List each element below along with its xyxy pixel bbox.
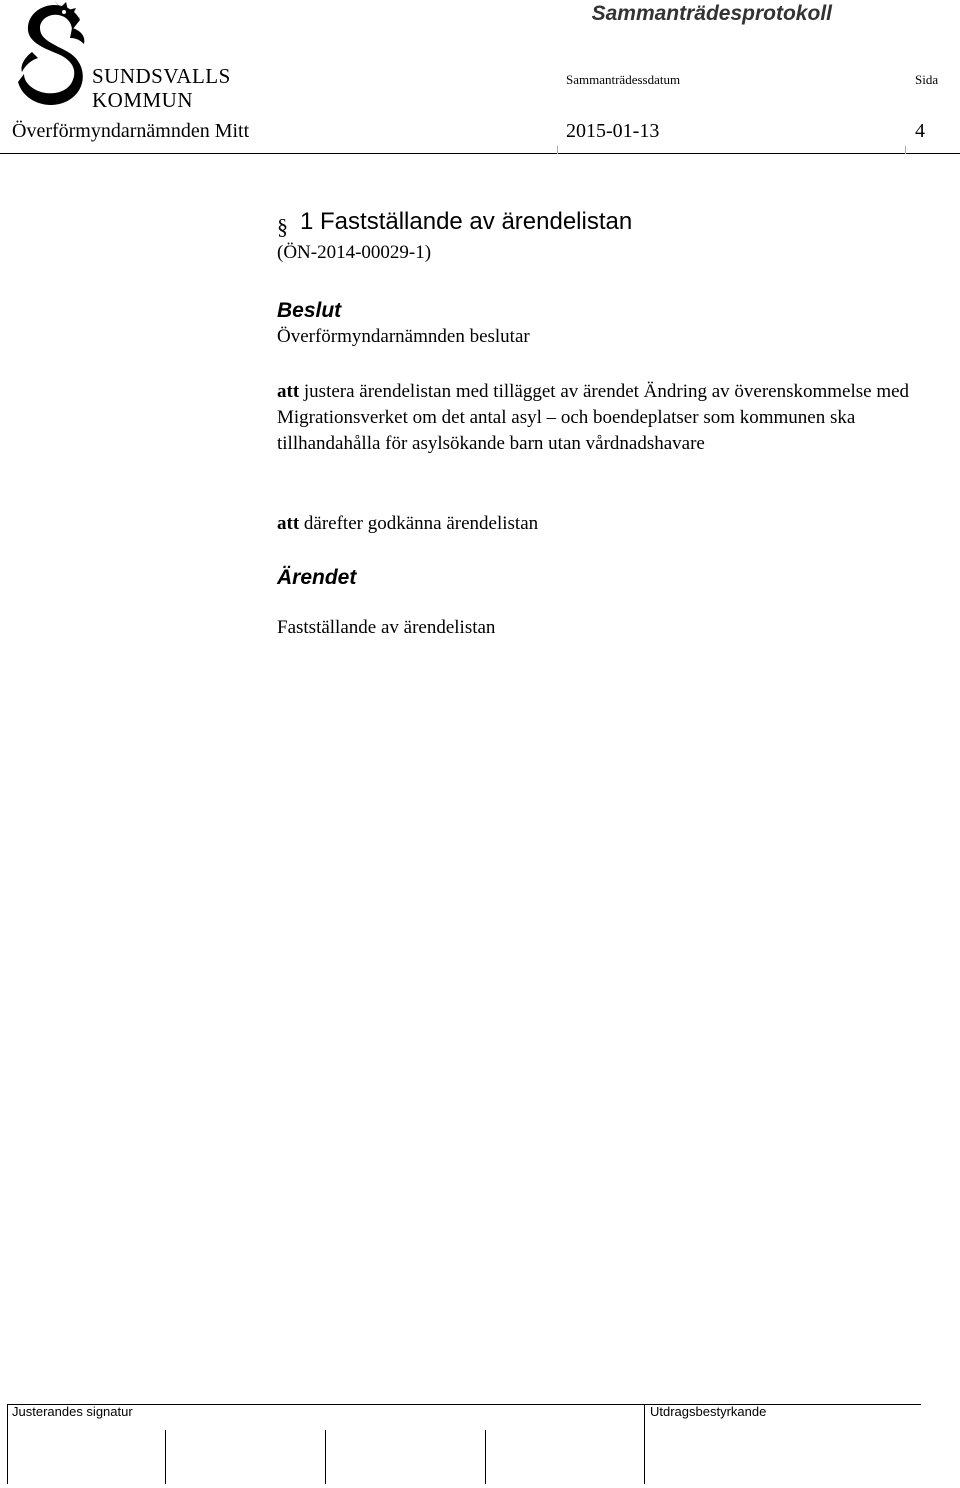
signature-box-divider — [165, 1430, 166, 1484]
clause-text: därefter godkänna ärendelistan — [303, 513, 539, 534]
case-number: (ÖN-2014-00029-1) — [277, 242, 432, 263]
organization-name-line2: KOMMUN — [92, 88, 194, 112]
signature-box-divider — [7, 1404, 8, 1484]
matter-heading: Ärendet — [277, 566, 357, 589]
document-type-title: Sammanträdesprotokoll — [591, 2, 832, 25]
committee-name: Överförmyndarnämnden Mitt — [12, 120, 250, 142]
page-number: 4 — [915, 120, 925, 142]
clause-keyword: att — [277, 381, 300, 402]
page-label: Sida — [915, 72, 939, 87]
signature-box-divider — [485, 1430, 486, 1484]
clause-text: justera ärendelistan med tillägget av ärendet Ändring av överenskommelse med Migrationsverket om det antal asyl – och boendeplatser som kommunen ska tillhandahålla för asylsökande barn utan vårdnadshavare — [277, 381, 910, 454]
decision-clause-2 — [277, 513, 538, 535]
header-divider-tick — [905, 146, 906, 154]
meeting-date-label: Sammanträdessdatum — [566, 72, 681, 87]
footer-divider — [7, 1404, 921, 1405]
matter-text: Fastställande av ärendelistan — [277, 617, 496, 638]
organization-name — [92, 64, 231, 112]
signature-box-divider — [644, 1404, 645, 1484]
sundsvall-logo-icon — [14, 0, 92, 123]
header-divider — [0, 153, 960, 154]
signature-box-divider — [325, 1430, 326, 1484]
decision-clause-1 — [277, 379, 937, 457]
signature-label: Justerandes signatur — [12, 1404, 133, 1419]
header-divider-tick — [557, 146, 558, 154]
section-sign-icon: § — [277, 214, 288, 239]
organization-name-line1: SUNDSVALLS — [92, 64, 231, 88]
item-title: 1 Fastställande av ärendelistan — [300, 208, 633, 235]
meeting-date: 2015-01-13 — [566, 120, 660, 142]
decision-heading: Beslut — [277, 299, 342, 322]
decision-intro: Överförmyndarnämnden beslutar — [277, 326, 530, 347]
clause-keyword: att — [277, 513, 300, 534]
extract-certification-label: Utdragsbestyrkande — [650, 1404, 767, 1419]
